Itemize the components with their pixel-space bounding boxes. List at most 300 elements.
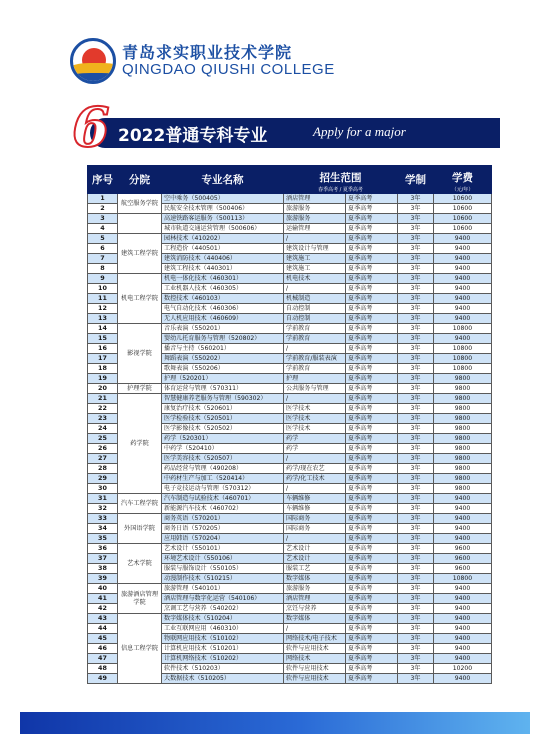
majors-table-body — [88, 194, 492, 684]
tuition-fee: 9400 — [434, 304, 492, 314]
tuition-fee: 9400 — [434, 254, 492, 264]
tuition-fee: 9400 — [434, 604, 492, 614]
study-years: 3年 — [398, 614, 434, 624]
tuition-fee: 9800 — [434, 404, 492, 414]
spring-scope: 护理 — [284, 374, 346, 384]
row-number: 7 — [88, 254, 118, 264]
row-number: 19 — [88, 374, 118, 384]
summer-scope: 夏季高考 — [346, 324, 398, 334]
row-number: 47 — [88, 654, 118, 664]
spring-scope: 旅游服务 — [284, 214, 346, 224]
row-number: 30 — [88, 484, 118, 494]
summer-scope: 夏季高考 — [346, 394, 398, 404]
study-years: 3年 — [398, 594, 434, 604]
major-name: 药学（520301） — [162, 434, 284, 444]
row-number: 17 — [88, 354, 118, 364]
college-cell: 护理学院 — [118, 384, 162, 394]
summer-scope: 夏季高考 — [346, 504, 398, 514]
spring-scope: 自动控制 — [284, 304, 346, 314]
study-years: 3年 — [398, 234, 434, 244]
study-years: 3年 — [398, 444, 434, 454]
summer-scope: 夏季高考 — [346, 664, 398, 674]
summer-scope: 夏季高考 — [346, 384, 398, 394]
tuition-fee: 9400 — [434, 674, 492, 684]
row-number: 37 — [88, 554, 118, 564]
summer-scope: 夏季高考 — [346, 414, 398, 424]
study-years: 3年 — [398, 274, 434, 284]
study-years: 3年 — [398, 344, 434, 354]
study-years: 3年 — [398, 314, 434, 324]
spring-scope: 艺术设计 — [284, 554, 346, 564]
summer-scope: 夏季高考 — [346, 244, 398, 254]
spring-scope: 软件与应用技术 — [284, 664, 346, 674]
college-cell: 外国语学院 — [118, 514, 162, 544]
spring-scope: 酒店管理 — [284, 594, 346, 604]
tuition-fee: 9800 — [434, 384, 492, 394]
summer-scope: 夏季高考 — [346, 364, 398, 374]
spring-scope: 医学技术 — [284, 414, 346, 424]
row-number: 27 — [88, 454, 118, 464]
tuition-fee: 9400 — [434, 594, 492, 604]
spring-scope: 学前教育 — [284, 334, 346, 344]
major-name: 医学美容技术（520507） — [162, 454, 284, 464]
major-name: 护理（520201） — [162, 374, 284, 384]
major-name: 舞蹈表演（550202） — [162, 354, 284, 364]
major-name: 软件技术（510203） — [162, 664, 284, 674]
study-years: 3年 — [398, 304, 434, 314]
tuition-fee: 9800 — [434, 414, 492, 424]
summer-scope: 夏季高考 — [346, 264, 398, 274]
spring-scope: 机电技术 — [284, 274, 346, 284]
row-number: 13 — [88, 314, 118, 324]
summer-scope: 夏季高考 — [346, 574, 398, 584]
row-number: 21 — [88, 394, 118, 404]
spring-scope: 建筑设计与管理 — [284, 244, 346, 254]
spring-scope: 旅游服务 — [284, 204, 346, 214]
tuition-fee: 9400 — [434, 634, 492, 644]
study-years: 3年 — [398, 424, 434, 434]
row-number: 3 — [88, 214, 118, 224]
row-number: 29 — [88, 474, 118, 484]
row-number: 42 — [88, 604, 118, 614]
row-number: 45 — [88, 634, 118, 644]
major-name: 工程造价（440501） — [162, 244, 284, 254]
major-name: 计算机应用技术（510201） — [162, 644, 284, 654]
study-years: 3年 — [398, 634, 434, 644]
college-cell: 药学院 — [118, 394, 162, 494]
major-name: 工业机器人技术（460305） — [162, 284, 284, 294]
summer-scope: 夏季高考 — [346, 194, 398, 204]
spring-scope: 艺术设计 — [284, 544, 346, 554]
major-name: 民航安全技术管理（500406） — [162, 204, 284, 214]
section-number: 6 — [72, 95, 110, 159]
study-years: 3年 — [398, 464, 434, 474]
tuition-fee: 10800 — [434, 354, 492, 364]
row-number: 33 — [88, 514, 118, 524]
summer-scope: 夏季高考 — [346, 594, 398, 604]
row-number: 46 — [88, 644, 118, 654]
spring-scope: 运输管理 — [284, 224, 346, 234]
major-name: 计算机网络技术（510202） — [162, 654, 284, 664]
tuition-fee: 10600 — [434, 204, 492, 214]
summer-scope: 夏季高考 — [346, 484, 398, 494]
study-years: 3年 — [398, 504, 434, 514]
major-name: 服装与服饰设计（550105） — [162, 564, 284, 574]
major-name: 酒店管理与数字化运营（540106） — [162, 594, 284, 604]
majors-table — [87, 165, 491, 684]
study-years: 3年 — [398, 654, 434, 664]
summer-scope: 夏季高考 — [346, 644, 398, 654]
summer-scope: 夏季高考 — [346, 404, 398, 414]
tuition-fee: 9400 — [434, 624, 492, 634]
table-row — [88, 324, 492, 334]
spring-scope: 公共服务与管理 — [284, 384, 346, 394]
summer-scope: 夏季高考 — [346, 624, 398, 634]
study-years: 3年 — [398, 384, 434, 394]
tuition-fee: 9800 — [434, 464, 492, 474]
major-name: 汽车制造与试验技术（460701） — [162, 494, 284, 504]
row-number: 23 — [88, 414, 118, 424]
study-years: 3年 — [398, 524, 434, 534]
college-cell: 汽车工程学院 — [118, 494, 162, 514]
tuition-fee: 9800 — [434, 484, 492, 494]
summer-scope: 夏季高考 — [346, 424, 398, 434]
row-number: 4 — [88, 224, 118, 234]
major-name: 动漫制作技术（510215） — [162, 574, 284, 584]
major-name: 建筑消防技术（440406） — [162, 254, 284, 264]
row-number: 8 — [88, 264, 118, 274]
major-name: 园林技术（410202） — [162, 234, 284, 244]
study-years: 3年 — [398, 264, 434, 274]
tuition-fee: 9400 — [434, 264, 492, 274]
major-name: 医学影像技术（520502） — [162, 424, 284, 434]
table-row — [88, 584, 492, 594]
major-name: 高速铁路客运服务（500113） — [162, 214, 284, 224]
row-number: 1 — [88, 194, 118, 204]
summer-scope: 夏季高考 — [346, 254, 398, 264]
study-years: 3年 — [398, 564, 434, 574]
spring-scope: 数字媒体 — [284, 614, 346, 624]
spring-scope: 建筑施工 — [284, 264, 346, 274]
summer-scope: 夏季高考 — [346, 614, 398, 624]
tuition-fee: 9400 — [434, 334, 492, 344]
major-name: 无人机应用技术（460609） — [162, 314, 284, 324]
study-years: 3年 — [398, 474, 434, 484]
tuition-fee: 10600 — [434, 224, 492, 234]
spring-scope: 建筑施工 — [284, 254, 346, 264]
tuition-fee: 10800 — [434, 324, 492, 334]
summer-scope: 夏季高考 — [346, 234, 398, 244]
spring-scope: / — [284, 344, 346, 354]
major-name: 音乐表演（550201） — [162, 324, 284, 334]
row-number: 41 — [88, 594, 118, 604]
major-name: 智慧健康养老服务与管理（590302） — [162, 394, 284, 404]
study-years: 3年 — [398, 664, 434, 674]
summer-scope: 夏季高考 — [346, 304, 398, 314]
major-name: 电子竞技运动与管理（570312） — [162, 484, 284, 494]
spring-scope: 学前教育/服装表演 — [284, 354, 346, 364]
spring-scope: 自动控制 — [284, 314, 346, 324]
study-years: 3年 — [398, 214, 434, 224]
summer-scope: 夏季高考 — [346, 224, 398, 234]
row-number: 28 — [88, 464, 118, 474]
header-major: 专业名称 — [162, 166, 284, 194]
study-years: 3年 — [398, 224, 434, 234]
study-years: 3年 — [398, 364, 434, 374]
spring-scope: / — [284, 534, 346, 544]
row-number: 34 — [88, 524, 118, 534]
study-years: 3年 — [398, 534, 434, 544]
study-years: 3年 — [398, 324, 434, 334]
table-row — [88, 194, 492, 204]
college-cell: 建筑工程学院 — [118, 234, 162, 274]
study-years: 3年 — [398, 434, 434, 444]
spring-scope: 药学 — [284, 434, 346, 444]
summer-scope: 夏季高考 — [346, 544, 398, 554]
spring-scope: 药学 — [284, 444, 346, 454]
summer-scope: 夏季高考 — [346, 554, 398, 564]
spring-scope: 医学技术 — [284, 424, 346, 434]
summer-scope: 夏季高考 — [346, 604, 398, 614]
header-fee: 学费 （元/年） — [434, 166, 492, 194]
study-years: 3年 — [398, 354, 434, 364]
tuition-fee: 9800 — [434, 394, 492, 404]
study-years: 3年 — [398, 584, 434, 594]
summer-scope: 夏季高考 — [346, 374, 398, 384]
row-number: 10 — [88, 284, 118, 294]
major-name: 新能源汽车技术（460702） — [162, 504, 284, 514]
college-name-en: QINGDAO QIUSHI COLLEGE — [122, 60, 335, 78]
table-row — [88, 514, 492, 524]
row-number: 15 — [88, 334, 118, 344]
header-scope: 招生范围 春季高考 / 夏季高考 — [284, 166, 398, 194]
college-cell: 信息工程学院 — [118, 614, 162, 684]
tuition-fee: 9600 — [434, 564, 492, 574]
spring-scope: / — [284, 454, 346, 464]
table-row — [88, 384, 492, 394]
summer-scope: 夏季高考 — [346, 674, 398, 684]
spring-scope: 车辆维修 — [284, 504, 346, 514]
tuition-fee: 9800 — [434, 374, 492, 384]
study-years: 3年 — [398, 194, 434, 204]
summer-scope: 夏季高考 — [346, 314, 398, 324]
major-name: 工业互联网应用（460310） — [162, 624, 284, 634]
summer-scope: 夏季高考 — [346, 434, 398, 444]
study-years: 3年 — [398, 284, 434, 294]
row-number: 20 — [88, 384, 118, 394]
summer-scope: 夏季高考 — [346, 584, 398, 594]
row-number: 24 — [88, 424, 118, 434]
spring-scope: 网络技术 — [284, 654, 346, 664]
major-name: 机电一体化技术（460301） — [162, 274, 284, 284]
summer-scope: 夏季高考 — [346, 494, 398, 504]
major-name: 中药学（520410） — [162, 444, 284, 454]
tuition-fee: 9800 — [434, 434, 492, 444]
spring-scope: / — [284, 284, 346, 294]
header-no: 序号 — [88, 166, 118, 194]
tuition-fee: 9400 — [434, 644, 492, 654]
summer-scope: 夏季高考 — [346, 534, 398, 544]
tuition-fee: 9400 — [434, 614, 492, 624]
tuition-fee: 10600 — [434, 194, 492, 204]
table-row — [88, 234, 492, 244]
tuition-fee: 9400 — [434, 274, 492, 284]
row-number: 36 — [88, 544, 118, 554]
study-years: 3年 — [398, 574, 434, 584]
row-number: 40 — [88, 584, 118, 594]
tuition-fee: 9400 — [434, 534, 492, 544]
college-cell: 机电工程学院 — [118, 274, 162, 324]
row-number: 12 — [88, 304, 118, 314]
footer-bar — [20, 712, 530, 734]
study-years: 3年 — [398, 334, 434, 344]
table-row — [88, 614, 492, 624]
row-number: 9 — [88, 274, 118, 284]
college-emblem-icon — [70, 38, 116, 84]
summer-scope: 夏季高考 — [346, 564, 398, 574]
spring-scope: 国际商务 — [284, 524, 346, 534]
table-row — [88, 494, 492, 504]
college-cell: 艺术学院 — [118, 544, 162, 584]
college-logo — [70, 38, 335, 84]
study-years: 3年 — [398, 414, 434, 424]
major-name: 数字媒体技术（510204） — [162, 614, 284, 624]
study-years: 3年 — [398, 674, 434, 684]
study-years: 3年 — [398, 204, 434, 214]
study-years: 3年 — [398, 604, 434, 614]
spring-scope: 机械制造 — [284, 294, 346, 304]
row-number: 38 — [88, 564, 118, 574]
table-row — [88, 394, 492, 404]
study-years: 3年 — [398, 494, 434, 504]
study-years: 3年 — [398, 514, 434, 524]
tuition-fee: 9400 — [434, 514, 492, 524]
study-years: 3年 — [398, 544, 434, 554]
college-cell: 影视学院 — [118, 324, 162, 384]
spring-scope: 车辆维修 — [284, 494, 346, 504]
major-name: 医学检验技术（520501） — [162, 414, 284, 424]
spring-scope: 国际商务 — [284, 514, 346, 524]
summer-scope: 夏季高考 — [346, 464, 398, 474]
tuition-fee: 9400 — [434, 314, 492, 324]
tuition-fee: 9400 — [434, 234, 492, 244]
summer-scope: 夏季高考 — [346, 524, 398, 534]
tuition-fee: 9600 — [434, 554, 492, 564]
summer-scope: 夏季高考 — [346, 634, 398, 644]
major-name: 商务日语（570205） — [162, 524, 284, 534]
major-name: 旅游管理（540101） — [162, 584, 284, 594]
tuition-fee: 9800 — [434, 454, 492, 464]
major-name: 电气自动化技术（460306） — [162, 304, 284, 314]
section-subtitle: Apply for a major — [313, 124, 406, 139]
major-name: 婴幼儿托育服务与管理（520802） — [162, 334, 284, 344]
row-number: 18 — [88, 364, 118, 374]
summer-scope: 夏季高考 — [346, 474, 398, 484]
row-number: 2 — [88, 204, 118, 214]
summer-scope: 夏季高考 — [346, 274, 398, 284]
tuition-fee: 9400 — [434, 494, 492, 504]
study-years: 3年 — [398, 624, 434, 634]
row-number: 35 — [88, 534, 118, 544]
tuition-fee: 9600 — [434, 544, 492, 554]
spring-scope: 服装工艺 — [284, 564, 346, 574]
major-name: 中药材生产与加工（520414） — [162, 474, 284, 484]
tuition-fee: 9400 — [434, 584, 492, 594]
study-years: 3年 — [398, 484, 434, 494]
spring-scope: 医学技术 — [284, 404, 346, 414]
study-years: 3年 — [398, 254, 434, 264]
tuition-fee: 9400 — [434, 284, 492, 294]
study-years: 3年 — [398, 374, 434, 384]
row-number: 49 — [88, 674, 118, 684]
major-name: 应用韩语（570204） — [162, 534, 284, 544]
spring-scope: 学前教育 — [284, 364, 346, 374]
study-years: 3年 — [398, 644, 434, 654]
spring-scope: / — [284, 394, 346, 404]
spring-scope: 软件与应用技术 — [284, 674, 346, 684]
summer-scope: 夏季高考 — [346, 654, 398, 664]
tuition-fee: 10800 — [434, 574, 492, 584]
college-name-cn: 青岛求实职业技术学院 — [122, 42, 293, 62]
summer-scope: 夏季高考 — [346, 214, 398, 224]
spring-scope: 旅游服务 — [284, 584, 346, 594]
summer-scope: 夏季高考 — [346, 284, 398, 294]
tuition-fee: 9400 — [434, 244, 492, 254]
study-years: 3年 — [398, 244, 434, 254]
header-college: 分院 — [118, 166, 162, 194]
summer-scope: 夏季高考 — [346, 354, 398, 364]
major-name: 大数据技术（510205） — [162, 674, 284, 684]
row-number: 44 — [88, 624, 118, 634]
major-name: 物联网应用技术（510102） — [162, 634, 284, 644]
row-number: 26 — [88, 444, 118, 454]
row-number: 6 — [88, 244, 118, 254]
major-name: 康复治疗技术（520601） — [162, 404, 284, 414]
major-name: 体育运营与管理（570311） — [162, 384, 284, 394]
row-number: 31 — [88, 494, 118, 504]
summer-scope: 夏季高考 — [346, 514, 398, 524]
header-years: 学制 — [398, 166, 434, 194]
tuition-fee: 9400 — [434, 654, 492, 664]
row-number: 25 — [88, 434, 118, 444]
tuition-fee: 9800 — [434, 424, 492, 434]
summer-scope: 夏季高考 — [346, 444, 398, 454]
major-name: 空中乘务（500405） — [162, 194, 284, 204]
tuition-fee: 9400 — [434, 294, 492, 304]
table-row — [88, 214, 492, 224]
study-years: 3年 — [398, 404, 434, 414]
summer-scope: 夏季高考 — [346, 294, 398, 304]
row-number: 5 — [88, 234, 118, 244]
major-name: 烹调工艺与营养（540202） — [162, 604, 284, 614]
spring-scope: / — [284, 484, 346, 494]
major-name: 艺术设计（550101） — [162, 544, 284, 554]
spring-scope: 药学/化工技术 — [284, 474, 346, 484]
tuition-fee: 9400 — [434, 504, 492, 514]
row-number: 39 — [88, 574, 118, 584]
row-number: 43 — [88, 614, 118, 624]
row-number: 22 — [88, 404, 118, 414]
table-row — [88, 544, 492, 554]
major-name: 商务英语（570201） — [162, 514, 284, 524]
study-years: 3年 — [398, 454, 434, 464]
row-number: 11 — [88, 294, 118, 304]
summer-scope: 夏季高考 — [346, 454, 398, 464]
spring-scope: 酒店管理 — [284, 194, 346, 204]
summer-scope: 夏季高考 — [346, 204, 398, 214]
tuition-fee: 10800 — [434, 344, 492, 354]
major-name: 环境艺术设计（550106） — [162, 554, 284, 564]
